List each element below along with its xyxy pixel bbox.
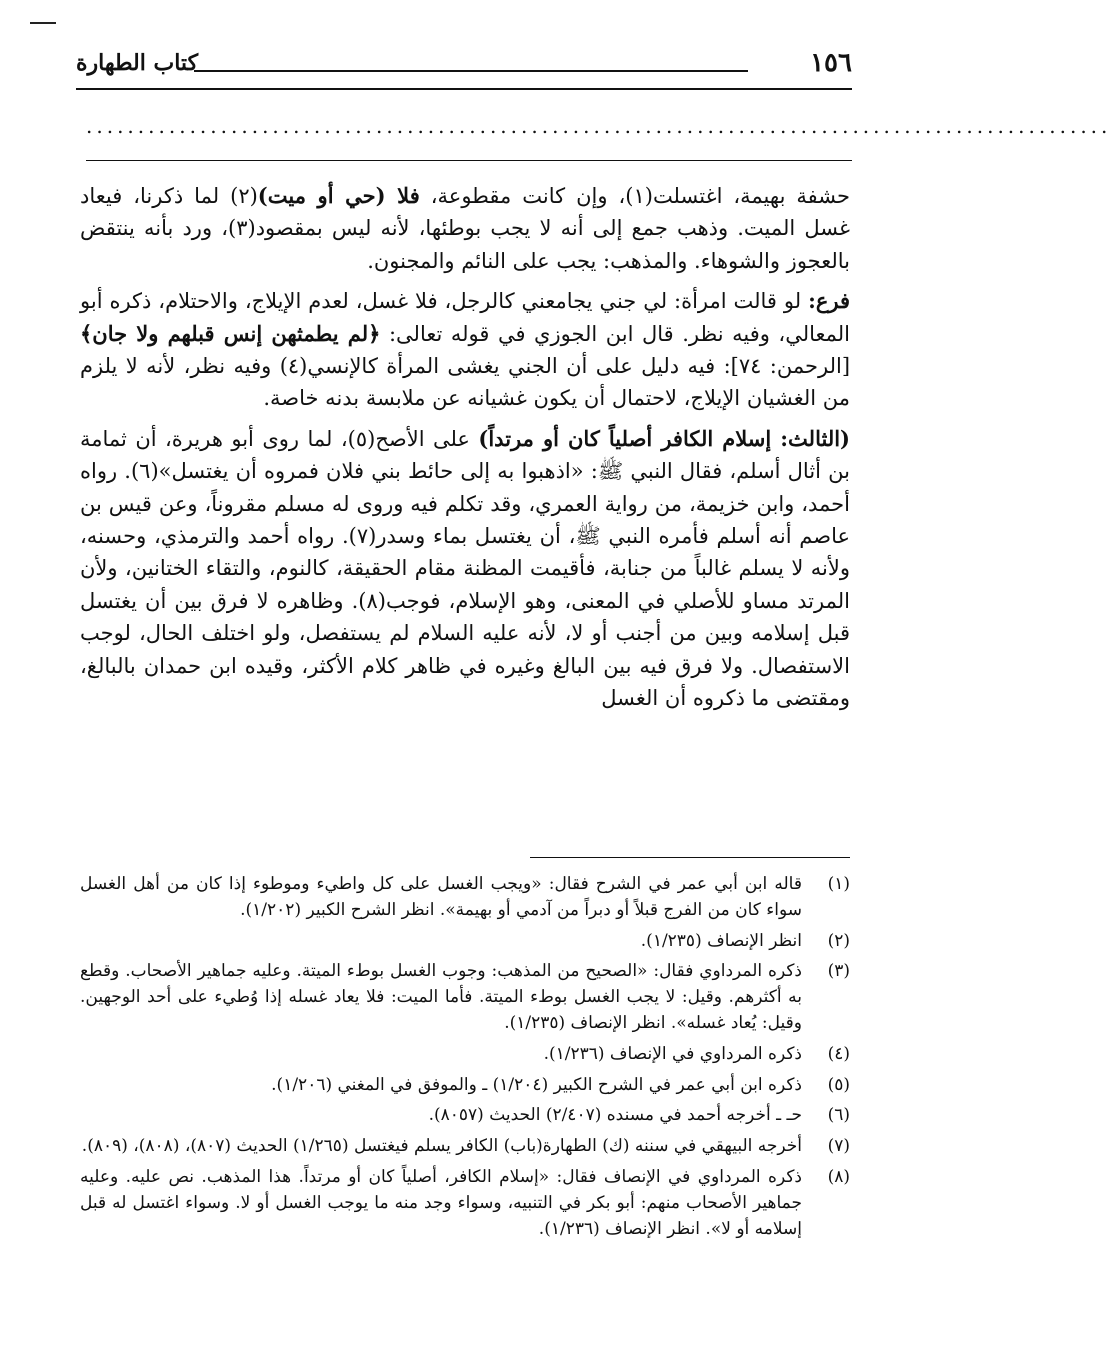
text-run: . رواه أحمد والترمذي، وحسنه، ولأنه لا يسلم غالباً من جنابة، فأقيمت المظنة مقام الحقيقة، كالنوم، والتقاء الختانين، ولأن المرتد مساو للأصلي في المعنى، وهو الإسلام، فوجب (80, 524, 850, 613)
text-run: ، ورد بأنه ينتقض بالعجوز والشوهاء. والمذهب: يجب على النائم والمجنون. (80, 216, 850, 273)
footnote (80, 1134, 850, 1160)
footnote (80, 1073, 850, 1099)
footnote (80, 872, 850, 924)
text-run: لما ذكرنا، فيعاد غسل الميت. وذهب جمع إلى أنه لا يجب بوطئها، لأنه ليس بمقصود (80, 184, 851, 241)
footnote (80, 1165, 850, 1242)
footnote-rule (530, 857, 850, 858)
footnote-number: (٥) (827, 1074, 850, 1095)
footnote (80, 929, 850, 955)
dotted-separator: ................................................................................................... (86, 114, 1111, 138)
text-run: (٥) (347, 426, 376, 451)
footnote-text: حـ ـ أخرجه أحمد في مسنده (٢/٤٠٧) الحديث (٨٠٥٧). (428, 1105, 802, 1126)
text-run: . رواه أحمد، وابن خزيمة، من رواية العمري، وقد تكلم فيه وروى له مسلم مقروناً، وعن قيس بن عاصم أنه أسلم فأمره النبي ﷺ، أن يغتسل بماء وسدر (80, 459, 850, 549)
text-run: (٤) (279, 354, 308, 379)
text-run: (٧) (348, 524, 377, 549)
text-run: ، وإن كانت مقطوعة، (419, 184, 626, 208)
text-run: على الأصح (375, 426, 479, 451)
footnote-number: (٤) (827, 1043, 850, 1064)
bold-text-run: (الثالث: إسلام الكافر أصلياً كان أو مرتداً) (478, 425, 850, 451)
footnote-number: (١) (827, 874, 850, 894)
footnote-number: (٣) (827, 961, 850, 982)
footnote-text: انظر الإنصاف (١/٢٣٥). (640, 930, 802, 951)
header-title-rule (194, 70, 748, 72)
footnote (80, 1042, 850, 1068)
footnote (80, 959, 850, 1036)
text-run: (٨) (358, 588, 386, 613)
footnote-text: ذكره المرداوي في الإنصاف فقال: «إسلام الكافر، أصلياً كان أو مرتداً. هذا المذهب. نص عليه. وعليه جماهير الأصحاب منهم: أبو بكر في التنبيه، وسواء وجد منه ما يوجب الغسل أو لا. وسواء اغتسل له قبل إسلامه أو لا». انظر الإنصاف (١/٢٣٦). (80, 1166, 802, 1239)
text-run: [الرحمن: ٧٤]: فيه دليل على أن الجني يغشى المرأة كالإنسي (307, 354, 851, 379)
footnote-text: قاله ابن أبي عمر في الشرح فقال: «ويجب الغسل على كل واطيء وموطوء إذا كان من أهل الغسل سواء كان من الفرج قبلاً أو دبراً من آدمي أو بهيمة». انظر الشرح الكبير (١/٢٠٢). (80, 874, 802, 920)
footnote-text: ذكره المرداوي في الإنصاف (١/٢٣٦). (543, 1043, 802, 1064)
footnotes (80, 872, 850, 1317)
footnote-number: (٧) (827, 1136, 850, 1157)
footnote-number: (٨) (827, 1166, 850, 1187)
main-text (80, 180, 850, 830)
text-run: . وظاهره لا فرق بين أن يغتسل قبل إسلامه وبين من أجنب أو لا، لأنه عليه السلام لم يستفصل، ولو اختلف الحال، لوجب الاستفصال. ولا فرق فيه بين البالغ وغيره في ظاهر كلام الأكثر، وقيده ابن حمدان بالبالغ، ومقتضى ما ذكروه أن الغسل (80, 588, 850, 711)
text-run: لو قالت امرأة: لي جني يجامعني كالرجل، فلا غسل، لعدم الإيلاج، والاحتلام، ذكره أبو المعالي، وفيه نظر. قال ابن الجوزي في قوله تعالى: (80, 289, 850, 346)
scan-mark (30, 22, 56, 24)
text-run: (١) (625, 184, 653, 208)
bold-text-run: ﴿لم يطمثهن إنس قبلهم ولا جان﴾ (80, 320, 381, 346)
bold-text-run: فرع: (808, 288, 850, 314)
body-paragraph (80, 285, 850, 415)
text-run: (٢) (230, 184, 258, 208)
bold-text-run: فلا (حي أو ميت) (257, 183, 420, 208)
text-run: (٦) (130, 459, 159, 484)
footnote-text: ذكره المرداوي فقال: «الصحيح من المذهب: وجوب الغسل بوطء الميتة. وعليه جماهير الأصحاب. وقطع به أكثرهم. وقيل: لا يجب الغسل بوطء الميتة. فأما الميت: فلا يعاد غسله إذا وُطيء على أحد الوجهين. وقيل: يُعاد غسله». انظر الإنصاف (١/٢٣٥). (80, 961, 802, 1033)
text-run: حشفة بهيمة، اغتسلت (652, 184, 850, 208)
page-header (76, 44, 852, 90)
footnote (80, 1103, 850, 1129)
page-number: ١٥٦ (810, 48, 852, 78)
text-run: وفيه نظر، لأنه لا يلزم من الغشيان الإيلاج، لاحتمال أن يكون غشيانه عن ملابسة بدنه خاصة. (80, 354, 850, 411)
header-rule (76, 88, 852, 90)
footnote-number: (٦) (827, 1105, 850, 1126)
body-paragraph (80, 423, 850, 715)
footnote-number: (٢) (827, 930, 850, 951)
text-run: ، لما روى أبو هريرة، أن ثمامة بن أثال أسلم، فقال النبي ﷺ: «اذهبوا به إلى حائط بني فلان فمروه أن يغتسل» (80, 426, 850, 484)
body-paragraph (80, 180, 850, 277)
running-title: كتاب الطهارة (76, 50, 199, 76)
footnote-text: أخرجه البيهقي في سننه (ك) الطهارة(باب) الكافر يسلم فيغتسل (١/٢٦٥) الحديث (٨٠٧)، (٨٠٨)، (٨٠٩). (81, 1136, 802, 1157)
section-rule (86, 160, 852, 161)
footnote-text: ذكره ابن أبي عمر في الشرح الكبير (١/٢٠٤) ـ والموفق في المغني (١/٢٠٦). (271, 1074, 802, 1095)
text-run: (٣) (228, 216, 256, 241)
